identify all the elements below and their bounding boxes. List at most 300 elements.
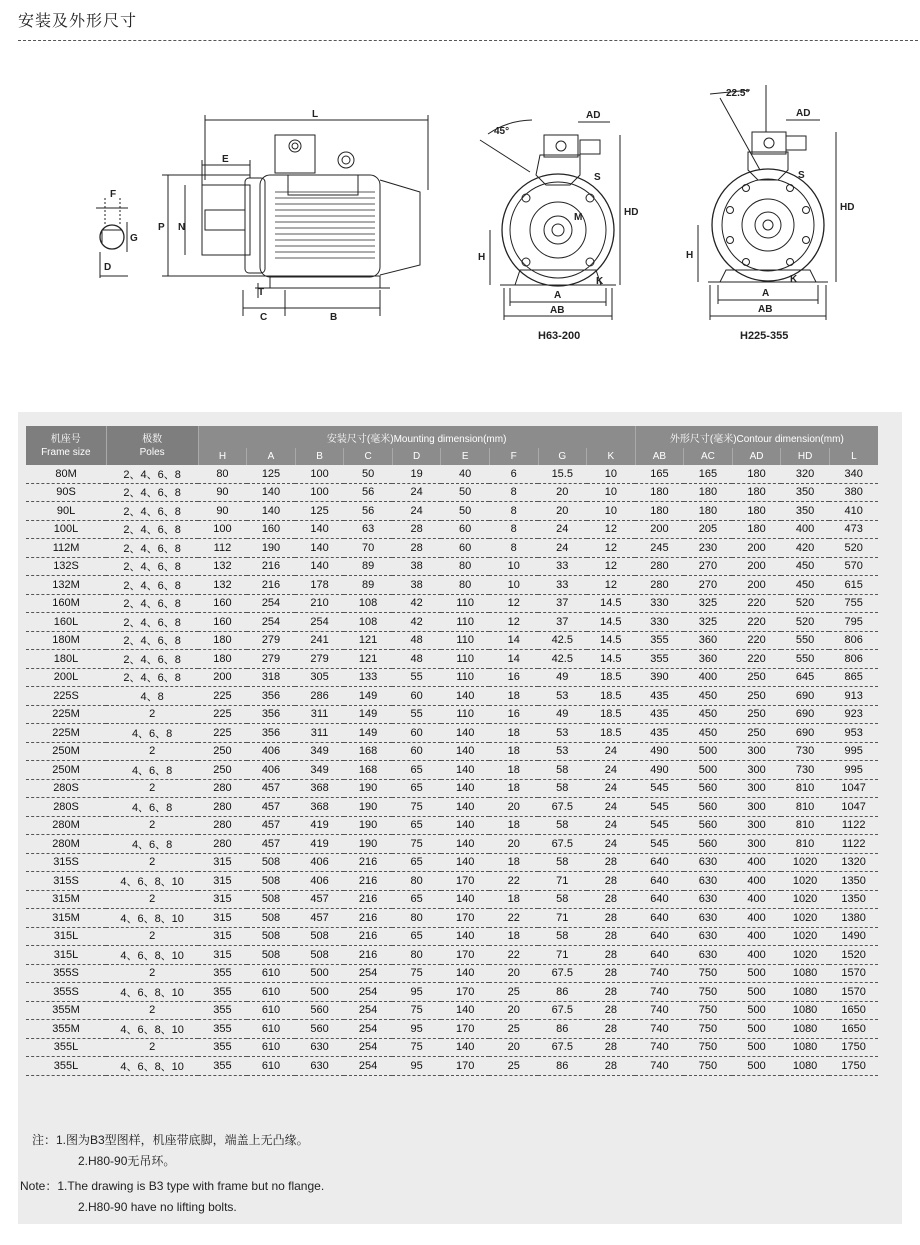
value-cell: 406: [247, 742, 296, 761]
value-cell: 28: [587, 1020, 636, 1039]
poles-cell: 2、4、6、8: [106, 613, 198, 632]
dim-label-A-large: A: [762, 288, 770, 299]
value-cell: 65: [392, 853, 441, 872]
value-cell: 520: [781, 594, 830, 613]
value-cell: 311: [295, 724, 344, 743]
value-cell: 149: [344, 705, 393, 724]
value-cell: 254: [344, 1038, 393, 1057]
value-cell: 140: [441, 761, 490, 780]
table-row: [26, 872, 878, 891]
value-cell: 108: [344, 594, 393, 613]
value-cell: 18.5: [587, 705, 636, 724]
value-cell: 14: [489, 631, 538, 650]
column-header-ac: AC: [684, 448, 733, 465]
value-cell: 615: [829, 576, 878, 595]
value-cell: 254: [247, 594, 296, 613]
value-cell: 10: [587, 465, 636, 483]
poles-cell: 4、6、8、10: [106, 1020, 198, 1039]
value-cell: 750: [684, 1020, 733, 1039]
value-cell: 71: [538, 872, 587, 891]
value-cell: 190: [344, 835, 393, 854]
value-cell: 56: [344, 483, 393, 502]
frame-size-cell: 80M: [26, 465, 106, 483]
value-cell: 508: [247, 872, 296, 891]
value-cell: 10: [489, 557, 538, 576]
frame-size-cell: 100L: [26, 520, 106, 539]
value-cell: 86: [538, 1057, 587, 1076]
value-cell: 355: [635, 631, 684, 650]
value-cell: 730: [781, 742, 830, 761]
value-cell: 406: [247, 761, 296, 780]
value-cell: 8: [489, 483, 538, 502]
value-cell: 806: [829, 650, 878, 669]
note-cn-1: 注：1.图为B3型图样，机座带底脚，端盖上无凸缘。: [32, 1133, 309, 1147]
value-cell: 1020: [781, 890, 830, 909]
value-cell: 28: [587, 983, 636, 1002]
value-cell: 38: [392, 576, 441, 595]
value-cell: 65: [392, 927, 441, 946]
table-row: [26, 816, 878, 835]
value-cell: 457: [247, 798, 296, 817]
value-cell: 95: [392, 1057, 441, 1076]
value-cell: 33: [538, 576, 587, 595]
value-cell: 355: [198, 983, 247, 1002]
value-cell: 140: [247, 502, 296, 521]
value-cell: 508: [295, 946, 344, 965]
value-cell: 121: [344, 631, 393, 650]
column-header-ab: AB: [635, 448, 684, 465]
value-cell: 368: [295, 779, 344, 798]
dim-label-A-small: A: [554, 290, 562, 301]
value-cell: 473: [829, 520, 878, 539]
value-cell: 286: [295, 687, 344, 706]
value-cell: 42: [392, 594, 441, 613]
value-cell: 279: [247, 631, 296, 650]
frame-size-cell: 160L: [26, 613, 106, 632]
poles-cell: 4、6、8、10: [106, 872, 198, 891]
value-cell: 254: [295, 613, 344, 632]
value-cell: 360: [684, 631, 733, 650]
value-cell: 28: [587, 946, 636, 965]
value-cell: 190: [344, 816, 393, 835]
value-cell: 12: [587, 520, 636, 539]
value-cell: 630: [295, 1057, 344, 1076]
dim-label-C: C: [260, 312, 268, 323]
value-cell: 225: [198, 705, 247, 724]
value-cell: 50: [441, 502, 490, 521]
value-cell: 12: [587, 539, 636, 558]
value-cell: 1320: [829, 853, 878, 872]
value-cell: 133: [344, 668, 393, 687]
value-cell: 500: [732, 1001, 781, 1020]
poles-cell: 4、6、8、10: [106, 983, 198, 1002]
value-cell: 300: [732, 816, 781, 835]
value-cell: 200: [635, 520, 684, 539]
value-cell: 410: [829, 502, 878, 521]
value-cell: 140: [295, 557, 344, 576]
value-cell: 330: [635, 594, 684, 613]
value-cell: 1020: [781, 909, 830, 928]
value-cell: 71: [538, 909, 587, 928]
value-cell: 305: [295, 668, 344, 687]
value-cell: 630: [684, 927, 733, 946]
value-cell: 24: [587, 761, 636, 780]
frame-size-cell: 355L: [26, 1057, 106, 1076]
table-row: [26, 631, 878, 650]
value-cell: 170: [441, 946, 490, 965]
contour-dimension-header: 外形尺寸(毫米)Contour dimension(mm): [635, 426, 878, 448]
value-cell: 315: [198, 909, 247, 928]
value-cell: 28: [587, 890, 636, 909]
notes: [20, 1130, 325, 1218]
column-header-b: B: [295, 448, 344, 465]
dim-label-AB-small: AB: [550, 305, 565, 316]
value-cell: 24: [587, 779, 636, 798]
caption-h225-355: H225-355: [740, 330, 789, 342]
table-row: [26, 946, 878, 965]
column-header-h: H: [198, 448, 247, 465]
poles-cell: 2、4、6、8: [106, 631, 198, 650]
value-cell: 170: [441, 983, 490, 1002]
value-cell: 75: [392, 964, 441, 983]
value-cell: 37: [538, 613, 587, 632]
value-cell: 368: [295, 798, 344, 817]
frame-size-cell: 225S: [26, 687, 106, 706]
value-cell: 280: [635, 576, 684, 595]
value-cell: 42: [392, 613, 441, 632]
poles-header: [106, 426, 198, 465]
frame-size-cell: 160M: [26, 594, 106, 613]
value-cell: 110: [441, 631, 490, 650]
value-cell: 15.5: [538, 465, 587, 483]
dim-label-S-small: S: [594, 172, 601, 183]
value-cell: 610: [247, 1038, 296, 1057]
value-cell: 80: [441, 557, 490, 576]
value-cell: 390: [635, 668, 684, 687]
value-cell: 560: [684, 798, 733, 817]
value-cell: 140: [441, 816, 490, 835]
poles-cell: 4、6、8、10: [106, 909, 198, 928]
value-cell: 550: [781, 650, 830, 669]
dim-label-AD-large: AD: [796, 108, 811, 119]
value-cell: 280: [198, 816, 247, 835]
value-cell: 740: [635, 1057, 684, 1076]
value-cell: 28: [587, 927, 636, 946]
value-cell: 110: [441, 650, 490, 669]
value-cell: 315: [198, 946, 247, 965]
frame-size-cell: 280S: [26, 798, 106, 817]
value-cell: 12: [587, 576, 636, 595]
value-cell: 349: [295, 761, 344, 780]
value-cell: 520: [781, 613, 830, 632]
value-cell: 86: [538, 983, 587, 1002]
value-cell: 16: [489, 705, 538, 724]
value-cell: 125: [247, 465, 296, 483]
value-cell: 12: [489, 613, 538, 632]
value-cell: 216: [247, 557, 296, 576]
value-cell: 640: [635, 927, 684, 946]
value-cell: 25: [489, 1020, 538, 1039]
value-cell: 110: [441, 705, 490, 724]
value-cell: 140: [295, 520, 344, 539]
value-cell: 216: [247, 576, 296, 595]
value-cell: 24: [587, 798, 636, 817]
frame-size-cell: 355M: [26, 1001, 106, 1020]
value-cell: 170: [441, 872, 490, 891]
value-cell: 349: [295, 742, 344, 761]
value-cell: 220: [732, 650, 781, 669]
note-cn-2: 2.H80-90无吊环。: [78, 1154, 176, 1168]
table-row: [26, 576, 878, 595]
value-cell: 8: [489, 520, 538, 539]
value-cell: 220: [732, 613, 781, 632]
value-cell: 280: [198, 798, 247, 817]
value-cell: 300: [732, 835, 781, 854]
value-cell: 42.5: [538, 631, 587, 650]
value-cell: 60: [441, 520, 490, 539]
table-row: [26, 483, 878, 502]
value-cell: 500: [732, 1020, 781, 1039]
table-row: [26, 465, 878, 483]
value-cell: 200: [732, 576, 781, 595]
frame-size-cell: 315S: [26, 853, 106, 872]
value-cell: 49: [538, 668, 587, 687]
value-cell: 419: [295, 835, 344, 854]
frame-size-cell: 90S: [26, 483, 106, 502]
frame-size-cell: 280M: [26, 835, 106, 854]
dim-label-N: N: [178, 222, 186, 233]
dim-label-HD-large: HD: [840, 202, 855, 213]
table-row: [26, 668, 878, 687]
column-header-k: K: [587, 448, 636, 465]
value-cell: 67.5: [538, 835, 587, 854]
value-cell: 380: [829, 483, 878, 502]
value-cell: 1080: [781, 1057, 830, 1076]
poles-cell: 2: [106, 742, 198, 761]
value-cell: 6: [489, 465, 538, 483]
value-cell: 140: [441, 890, 490, 909]
value-cell: 810: [781, 779, 830, 798]
value-cell: 28: [392, 520, 441, 539]
dim-label-K-large: K: [790, 274, 798, 285]
value-cell: 149: [344, 687, 393, 706]
value-cell: 140: [295, 539, 344, 558]
column-header-hd: HD: [781, 448, 830, 465]
value-cell: 450: [684, 687, 733, 706]
value-cell: 1750: [829, 1057, 878, 1076]
value-cell: 610: [247, 1020, 296, 1039]
column-header-c: C: [344, 448, 393, 465]
value-cell: 112: [198, 539, 247, 558]
value-cell: 38: [392, 557, 441, 576]
value-cell: 180: [635, 483, 684, 502]
value-cell: 355: [198, 964, 247, 983]
value-cell: 168: [344, 742, 393, 761]
value-cell: 690: [781, 705, 830, 724]
value-cell: 400: [732, 909, 781, 928]
value-cell: 180: [732, 465, 781, 483]
value-cell: 457: [295, 890, 344, 909]
value-cell: 55: [392, 668, 441, 687]
value-cell: 560: [295, 1001, 344, 1020]
value-cell: 315: [198, 890, 247, 909]
value-cell: 65: [392, 761, 441, 780]
value-cell: 18: [489, 890, 538, 909]
value-cell: 570: [829, 557, 878, 576]
value-cell: 740: [635, 983, 684, 1002]
value-cell: 70: [344, 539, 393, 558]
value-cell: 300: [732, 798, 781, 817]
table-row: [26, 853, 878, 872]
value-cell: 300: [732, 761, 781, 780]
table-row: [26, 594, 878, 613]
value-cell: 1650: [829, 1001, 878, 1020]
value-cell: 550: [781, 631, 830, 650]
table-row: [26, 650, 878, 669]
frame-size-cell: 225M: [26, 705, 106, 724]
value-cell: 168: [344, 761, 393, 780]
value-cell: 25: [489, 1057, 538, 1076]
value-cell: 806: [829, 631, 878, 650]
value-cell: 80: [392, 909, 441, 928]
value-cell: 356: [247, 705, 296, 724]
value-cell: 355: [198, 1020, 247, 1039]
value-cell: 16: [489, 668, 538, 687]
frame-size-header-en: Frame size: [41, 446, 91, 458]
value-cell: 33: [538, 557, 587, 576]
value-cell: 923: [829, 705, 878, 724]
value-cell: 18: [489, 724, 538, 743]
frame-size-cell: 250M: [26, 742, 106, 761]
poles-cell: 2: [106, 890, 198, 909]
table-row: [26, 724, 878, 743]
value-cell: 48: [392, 650, 441, 669]
value-cell: 90: [198, 483, 247, 502]
value-cell: 24: [587, 816, 636, 835]
value-cell: 457: [247, 835, 296, 854]
value-cell: 1047: [829, 798, 878, 817]
value-cell: 457: [247, 779, 296, 798]
end-view-large-drawing: [686, 80, 870, 330]
value-cell: 640: [635, 872, 684, 891]
value-cell: 610: [247, 964, 296, 983]
value-cell: 450: [781, 557, 830, 576]
value-cell: 22: [489, 909, 538, 928]
poles-cell: 2、4、6、8: [106, 539, 198, 558]
frame-size-cell: 112M: [26, 539, 106, 558]
value-cell: 24: [538, 539, 587, 558]
dim-label-AB-large: AB: [758, 304, 773, 315]
value-cell: 254: [344, 964, 393, 983]
dim-label-H-small: H: [478, 252, 486, 263]
column-header-g: G: [538, 448, 587, 465]
value-cell: 18: [489, 687, 538, 706]
value-cell: 20: [489, 964, 538, 983]
value-cell: 1080: [781, 964, 830, 983]
value-cell: 58: [538, 853, 587, 872]
value-cell: 48: [392, 631, 441, 650]
value-cell: 180: [684, 483, 733, 502]
value-cell: 24: [392, 483, 441, 502]
value-cell: 80: [441, 576, 490, 595]
value-cell: 750: [684, 983, 733, 1002]
end-view-small-drawing: [470, 80, 650, 330]
value-cell: 810: [781, 835, 830, 854]
value-cell: 953: [829, 724, 878, 743]
value-cell: 254: [344, 1057, 393, 1076]
value-cell: 22: [489, 872, 538, 891]
value-cell: 1380: [829, 909, 878, 928]
value-cell: 995: [829, 742, 878, 761]
value-cell: 435: [635, 705, 684, 724]
value-cell: 58: [538, 927, 587, 946]
value-cell: 178: [295, 576, 344, 595]
frame-size-cell: 315M: [26, 890, 106, 909]
value-cell: 58: [538, 816, 587, 835]
value-cell: 75: [392, 798, 441, 817]
value-cell: 180: [684, 502, 733, 521]
value-cell: 53: [538, 724, 587, 743]
value-cell: 140: [441, 742, 490, 761]
value-cell: 100: [295, 483, 344, 502]
poles-cell: 2、4、6、8: [106, 465, 198, 483]
value-cell: 25: [489, 983, 538, 1002]
value-cell: 18.5: [587, 724, 636, 743]
value-cell: 356: [247, 724, 296, 743]
value-cell: 560: [684, 816, 733, 835]
value-cell: 140: [441, 835, 490, 854]
value-cell: 65: [392, 779, 441, 798]
value-cell: 250: [732, 705, 781, 724]
column-header-f: F: [489, 448, 538, 465]
value-cell: 58: [538, 779, 587, 798]
value-cell: 67.5: [538, 964, 587, 983]
value-cell: 20: [538, 502, 587, 521]
table-row: [26, 502, 878, 521]
frame-size-cell: 132M: [26, 576, 106, 595]
value-cell: 630: [295, 1038, 344, 1057]
value-cell: 241: [295, 631, 344, 650]
table-row: [26, 964, 878, 983]
value-cell: 280: [635, 557, 684, 576]
value-cell: 14.5: [587, 631, 636, 650]
value-cell: 795: [829, 613, 878, 632]
value-cell: 610: [247, 983, 296, 1002]
value-cell: 560: [684, 835, 733, 854]
value-cell: 216: [344, 909, 393, 928]
table-row: [26, 761, 878, 780]
table-row: [26, 742, 878, 761]
value-cell: 1047: [829, 779, 878, 798]
value-cell: 490: [635, 761, 684, 780]
caption-h63-200: H63-200: [538, 330, 581, 342]
value-cell: 140: [441, 724, 490, 743]
value-cell: 200: [732, 557, 781, 576]
value-cell: 435: [635, 687, 684, 706]
table-row: [26, 835, 878, 854]
value-cell: 170: [441, 1020, 490, 1039]
value-cell: 14.5: [587, 594, 636, 613]
value-cell: 24: [392, 502, 441, 521]
value-cell: 400: [732, 872, 781, 891]
value-cell: 10: [489, 576, 538, 595]
note-en-2: 2.H80-90 have no lifting bolts.: [78, 1200, 237, 1214]
value-cell: 610: [247, 1057, 296, 1076]
angle-label-22-5: 22.5°: [726, 88, 750, 99]
value-cell: 1750: [829, 1038, 878, 1057]
value-cell: 140: [441, 779, 490, 798]
value-cell: 170: [441, 909, 490, 928]
